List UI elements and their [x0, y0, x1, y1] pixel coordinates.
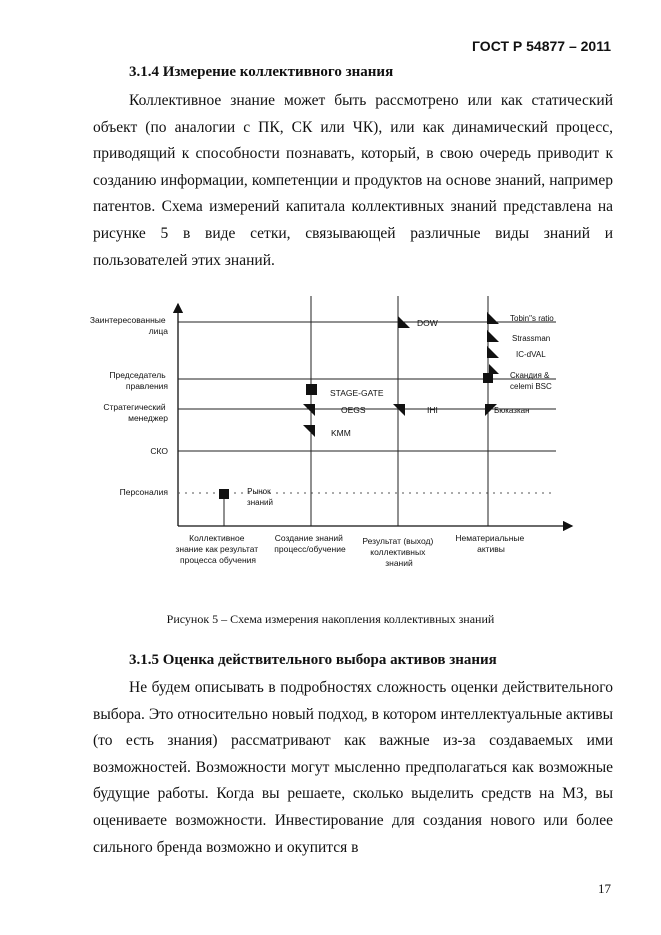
- stagegate-marker: [306, 384, 317, 395]
- dow-label: DOW: [417, 318, 438, 328]
- strassman-label: Strassman: [512, 334, 551, 343]
- oegs-marker: [303, 404, 315, 416]
- x-label-collective: Коллективное знание как результат процесса обучения: [175, 533, 259, 565]
- x-label-creation: Создание знаний процесс/обучение: [274, 533, 346, 554]
- tobin-label: Tobin"s ratio: [510, 314, 554, 323]
- skandia-label: Скандия & celemi BSC: [510, 371, 552, 391]
- y-label-strategic: Стратегический менеджер: [103, 402, 168, 423]
- market-marker: [219, 489, 229, 499]
- document-code: ГОСТ Р 54877 – 2011: [472, 38, 611, 54]
- collective-knowledge-diagram: [0, 290, 661, 590]
- kmm-label: KMM: [331, 428, 351, 438]
- strassman-marker: [487, 330, 499, 342]
- skandia-marker-arrow: [489, 364, 499, 374]
- stagegate-label: STAGE-GATE: [330, 388, 384, 398]
- market-label: Рынок знаний: [247, 487, 273, 507]
- tobin-marker: [487, 312, 499, 324]
- y-label-personnel: Персоналия: [119, 487, 168, 497]
- bjuzazkan-label: Бюказкан: [494, 406, 530, 415]
- section-heading-3-1-4: 3.1.4 Измерение коллективного знания: [129, 64, 394, 80]
- y-label-stakeholders: Заинтересованные лица: [89, 315, 168, 336]
- figure-caption: Рисунок 5 – Схема измерения накопления коллективных знаний: [166, 612, 495, 626]
- icdval-label: IC-dVAL: [516, 350, 546, 359]
- oegs-label: OEGS: [341, 405, 366, 415]
- y-label-cko: СКО: [150, 446, 168, 456]
- x-label-result: Результат (выход) коллективных знаний: [362, 536, 434, 568]
- section-paragraph-3-1-4: Коллективное знание может быть рассмотрено или как статический объект (по аналогии с ПК, СК или ЧК), или как динамический процесс, приводящий к способности познавать, который, в свою очередь приводит к созданию информации, компетенции и продуктов на основе знаний, например патентов. Схема измерений капитала коллективных знаний представлена на рисунке 5 в виде сетки, связывающей различные виды знаний и пользователей этих знаний.: [93, 92, 613, 269]
- page-number: 17: [598, 881, 611, 896]
- skandia-marker: [483, 373, 493, 383]
- icdval-marker: [487, 346, 499, 358]
- kmm-marker: [303, 425, 315, 437]
- section-paragraph-3-1-5: Не будем описывать в подробностях сложность оценки действительного выбора. Это относительно новый подход, в котором интеллектуальные активы (то есть знания) рассматривают как важные из-за создаваемых ими возможностей. Возможности могут мысленно предполагаться как возможные будущие работы. Когда вы решаете, сколько выделить средств на МЗ, вы оцениваете возможности. Инвестирование для создания нового или более сильного бренда возможно и окупится в: [93, 679, 613, 856]
- ihi-label: IHI: [427, 405, 438, 415]
- x-label-intangible: Нематериальные активы: [455, 533, 525, 554]
- section-heading-3-1-5: 3.1.5 Оценка действительного выбора активов знания: [129, 652, 497, 668]
- y-label-chairman: Председатель правления: [109, 370, 168, 391]
- ihi-marker: [393, 404, 405, 416]
